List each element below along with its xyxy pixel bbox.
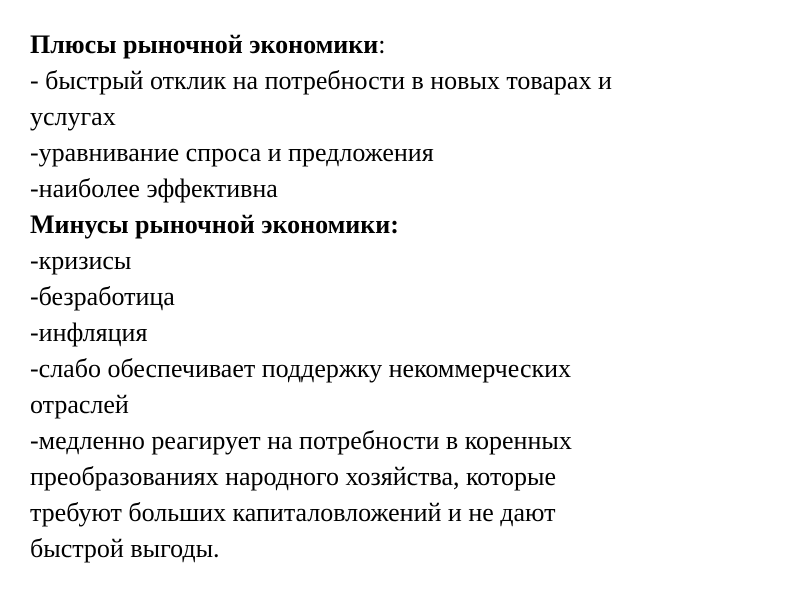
pros-heading-line	[30, 27, 780, 63]
cons-item-5: -медленно реагирует на потребности в коренных	[30, 426, 572, 455]
cons-item-4-continued: отраслей	[30, 390, 129, 419]
cons-item-5-continued-3: быстрой выгоды.	[30, 534, 220, 563]
cons-heading: Минусы рыночной экономики:	[30, 210, 399, 239]
pros-item-1-continued: услугах	[30, 102, 116, 131]
pros-heading: Плюсы рыночной экономики	[30, 30, 379, 59]
pros-item-2: -уравнивание спроса и предложения	[30, 138, 434, 167]
cons-item-5-continued-2: требуют больших капиталовложений и не дают	[30, 498, 556, 527]
pros-item-1: - быстрый отклик на потребности в новых товарах и	[30, 66, 612, 95]
cons-item-4: -слабо обеспечивает поддержку некоммерческих	[30, 354, 572, 383]
cons-item-5-continued-1: преобразованиях народного хозяйства, которые	[30, 462, 556, 491]
cons-item-1: -кризисы	[30, 246, 132, 275]
slide-text	[30, 27, 780, 567]
cons-item-2: -безработица	[30, 282, 175, 311]
pros-item-3: -наиболее эффективна	[30, 174, 278, 203]
cons-item-3: -инфляция	[30, 318, 148, 347]
pros-heading-colon: :	[378, 30, 386, 59]
